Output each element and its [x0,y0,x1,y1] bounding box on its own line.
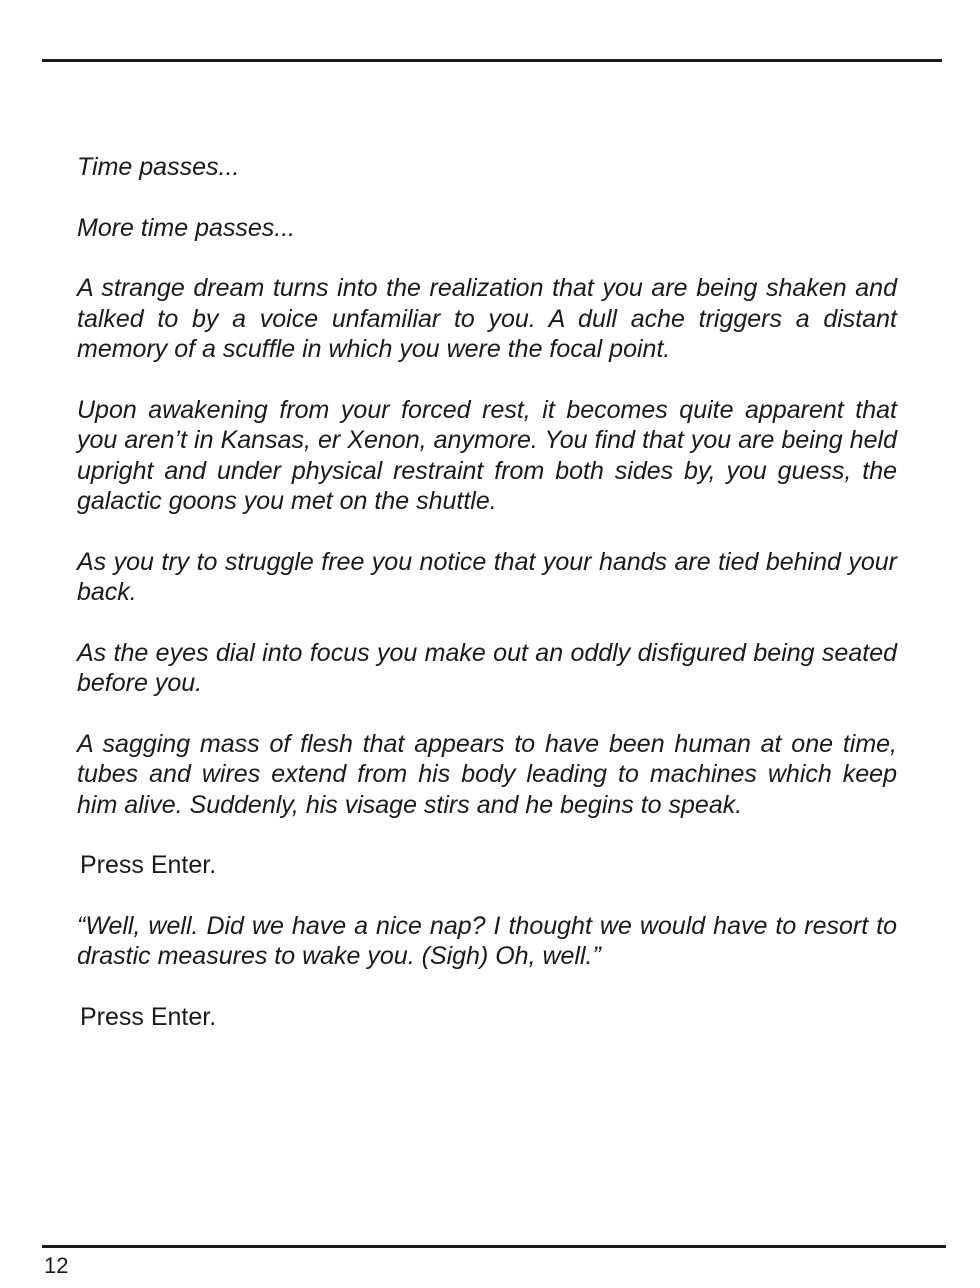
paragraph-time-passes: Time passes... [77,153,240,181]
press-enter-prompt-1: Press Enter. [80,851,217,879]
paragraph-eyes-focus: As the eyes dial into focus you make out an oddly disfigured being seated before you. [77,638,897,697]
page-body [77,152,897,1032]
paragraph-more-time-passes: More time passes... [77,213,296,242]
paragraph-dialogue: “Well, well. Did we have a nice nap? I thought we would have to resort to drastic measures to wake you. (Sigh) Oh, well.” [77,911,897,970]
paragraph-strange-dream: A strange dream turns into the realization that you are being shaken and talked to by a voice unfamiliar to you. A dull ache triggers a distant memory of a scuffle in which you were the focal point. [77,274,897,363]
press-enter-prompt-2: Press Enter. [80,1002,217,1031]
bottom-rule [42,1245,946,1248]
paragraph-awakening: Upon awakening from your forced rest, it becomes quite apparent that you aren’t in Kansas, er Xenon, anymore. You find that you are being held upright and under physical restraint from both sides by, you guess, the galactic goons you met on the shuttle. [77,395,897,515]
paragraph-struggle: As you try to struggle free you notice that your hands are tied behind your back. [77,547,897,606]
page-number: 12 [44,1253,69,1278]
paragraph-sagging-mass: A sagging mass of flesh that appears to have been human at one time, tubes and wires extend from his body leading to machines which keep him alive. Suddenly, his visage stirs and he begins to speak. [77,729,897,819]
top-rule [42,59,942,62]
